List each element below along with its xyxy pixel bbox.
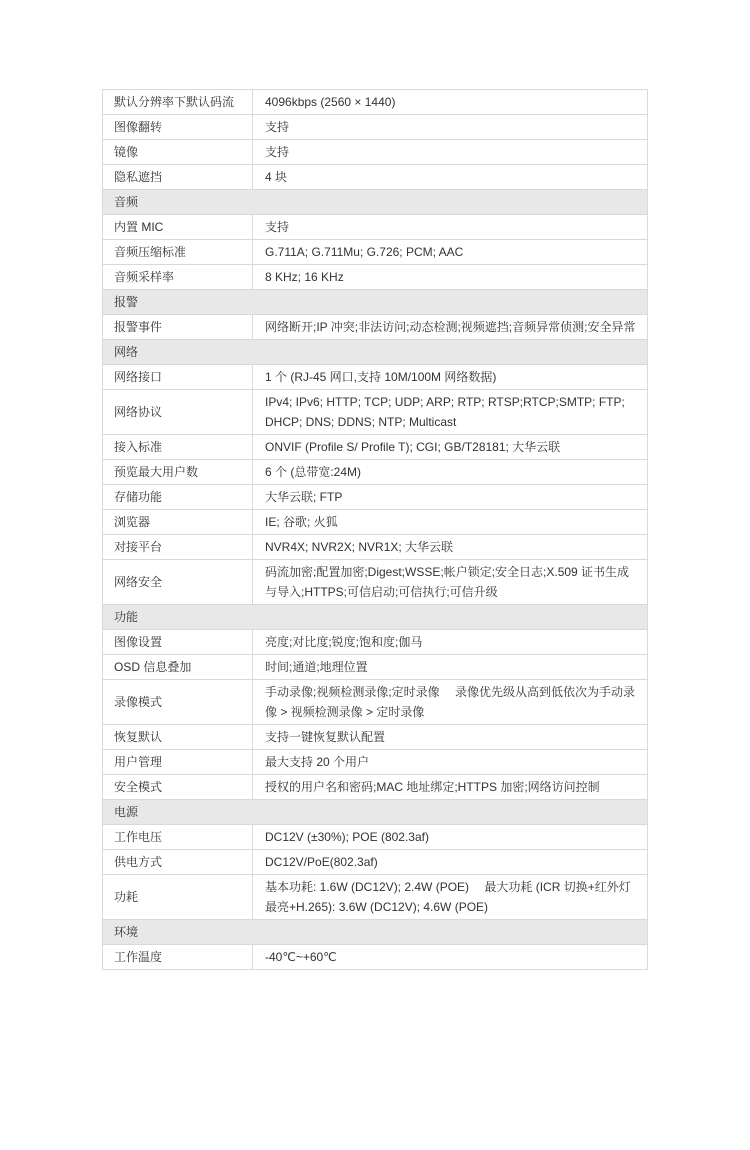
- section-title: 报警: [114, 295, 139, 309]
- section-header-row: [103, 800, 647, 825]
- spec-value: DC12V/PoE(802.3af): [265, 855, 378, 869]
- spec-label: 对接平台: [103, 535, 253, 559]
- spec-label: 音频压缩标准: [103, 240, 253, 264]
- section-header-row: [103, 340, 647, 365]
- spec-row: [103, 390, 647, 435]
- spec-label: 工作温度: [103, 945, 253, 969]
- spec-label: 恢复默认: [103, 725, 253, 749]
- spec-row: [103, 875, 647, 920]
- spec-row: [103, 90, 647, 115]
- section-title: 音频: [114, 195, 139, 209]
- spec-label: 图像翻转: [103, 115, 253, 139]
- section-title: 网络: [114, 345, 139, 359]
- section-title: 电源: [114, 805, 139, 819]
- section-header-row: [103, 190, 647, 215]
- spec-label: 报警事件: [103, 315, 253, 339]
- spec-row: [103, 680, 647, 725]
- spec-table: [102, 89, 648, 970]
- spec-label: 安全模式: [103, 775, 253, 799]
- spec-label: 浏览器: [103, 510, 253, 534]
- spec-label: 供电方式: [103, 850, 253, 874]
- spec-row: [103, 215, 647, 240]
- spec-label: 图像设置: [103, 630, 253, 654]
- spec-label: 接入标准: [103, 435, 253, 459]
- spec-value: 时间;通道;地理位置: [265, 660, 368, 674]
- spec-value: 8 KHz; 16 KHz: [265, 270, 344, 284]
- spec-label: 存储功能: [103, 485, 253, 509]
- spec-value: 基本功耗: 1.6W (DC12V); 2.4W (POE) 最大功耗 (ICR 切换+红外灯最亮+H.265): 3.6W (DC12V); 4.6W (POE): [265, 880, 631, 914]
- spec-row: [103, 945, 647, 969]
- spec-row: [103, 485, 647, 510]
- spec-label: 网络安全: [103, 560, 253, 604]
- section-title: 环境: [114, 925, 139, 939]
- spec-row: [103, 265, 647, 290]
- spec-value: -40℃~+60℃: [265, 950, 337, 964]
- spec-row: [103, 165, 647, 190]
- spec-value: DC12V (±30%); POE (802.3af): [265, 830, 429, 844]
- spec-value: 6 个 (总带宽:24M): [265, 465, 362, 479]
- spec-value: ONVIF (Profile S/ Profile T); CGI; GB/T28181; 大华云联: [265, 440, 561, 454]
- spec-value: 授权的用户名和密码;MAC 地址绑定;HTTPS 加密;网络访问控制: [265, 780, 600, 794]
- section-header-row: [103, 920, 647, 945]
- spec-row: [103, 750, 647, 775]
- spec-value: NVR4X; NVR2X; NVR1X; 大华云联: [265, 540, 454, 554]
- spec-value: 支持: [265, 145, 290, 159]
- spec-row: [103, 775, 647, 800]
- spec-label: 功耗: [103, 875, 253, 919]
- spec-label: 工作电压: [103, 825, 253, 849]
- spec-label: 隐私遮挡: [103, 165, 253, 189]
- spec-row: [103, 115, 647, 140]
- spec-value: 支持: [265, 120, 290, 134]
- spec-value: 码流加密;配置加密;Digest;WSSE;帐户锁定;安全日志;X.509 证书生成与导入;HTTPS;可信启动;可信执行;可信升级: [265, 565, 630, 599]
- spec-row: [103, 725, 647, 750]
- spec-row: [103, 655, 647, 680]
- spec-row: [103, 560, 647, 605]
- section-title: 功能: [114, 610, 139, 624]
- spec-label: 预览最大用户数: [103, 460, 253, 484]
- spec-label: 用户管理: [103, 750, 253, 774]
- spec-row: [103, 140, 647, 165]
- spec-row: [103, 535, 647, 560]
- spec-label: 镜像: [103, 140, 253, 164]
- spec-value: 手动录像;视频检测录像;定时录像 录像优先级从高到低依次为手动录像 > 视频检测录像 > 定时录像: [265, 685, 636, 719]
- spec-row: [103, 315, 647, 340]
- section-header-row: [103, 290, 647, 315]
- spec-label: 内置 MIC: [103, 215, 253, 239]
- spec-label: 网络接口: [103, 365, 253, 389]
- spec-row: [103, 850, 647, 875]
- spec-row: [103, 435, 647, 460]
- spec-value: 1 个 (RJ-45 网口,支持 10M/100M 网络数据): [265, 370, 497, 384]
- spec-label: 音频采样率: [103, 265, 253, 289]
- spec-value: 4096kbps (2560 × 1440): [265, 95, 396, 109]
- spec-value: 亮度;对比度;锐度;饱和度;伽马: [265, 635, 423, 649]
- spec-row: [103, 630, 647, 655]
- spec-label: 录像模式: [103, 680, 253, 724]
- spec-row: [103, 365, 647, 390]
- spec-label: 网络协议: [103, 390, 253, 434]
- spec-label: 默认分辨率下默认码流: [103, 90, 253, 114]
- spec-row: [103, 460, 647, 485]
- spec-label: OSD 信息叠加: [103, 655, 253, 679]
- spec-value: 大华云联; FTP: [265, 490, 343, 504]
- spec-value: 支持一键恢复默认配置: [265, 730, 386, 744]
- spec-value: 网络断开;IP 冲突;非法访问;动态检测;视频遮挡;音频异常侦测;安全异常: [265, 320, 636, 334]
- spec-value: IE; 谷歌; 火狐: [265, 515, 338, 529]
- spec-row: [103, 240, 647, 265]
- spec-value: G.711A; G.711Mu; G.726; PCM; AAC: [265, 245, 464, 259]
- section-header-row: [103, 605, 647, 630]
- spec-value: IPv4; IPv6; HTTP; TCP; UDP; ARP; RTP; RTSP;RTCP;SMTP; FTP; DHCP; DNS; DDNS; NTP; Multicast: [265, 395, 625, 429]
- spec-row: [103, 510, 647, 535]
- spec-row: [103, 825, 647, 850]
- spec-value: 支持: [265, 220, 290, 234]
- spec-value: 4 块: [265, 170, 288, 184]
- spec-value: 最大支持 20 个用户: [265, 755, 370, 769]
